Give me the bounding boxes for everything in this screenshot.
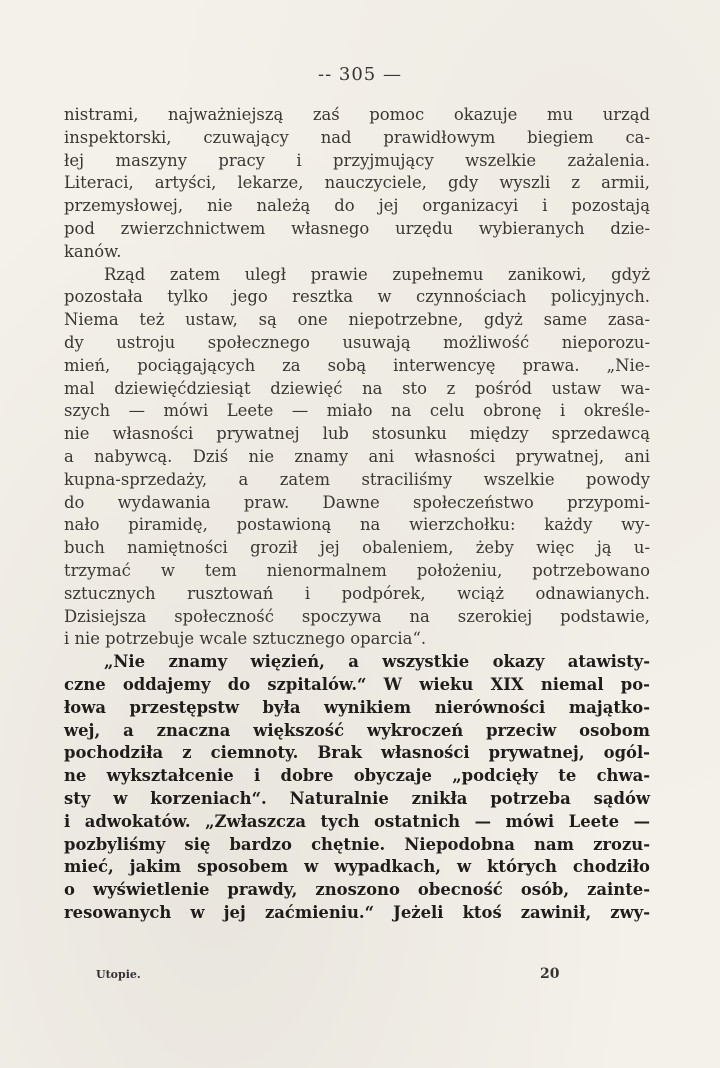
text-line: przemysłowej, nie należą do jej organizacyi i pozostają	[64, 196, 650, 216]
text-line: mal dziewięćdziesiąt dziewięć na sto z pośród ustaw wa-	[64, 378, 650, 398]
text-line: mień, pociągających za sobą interwencyę prawa. „Nie-	[64, 355, 650, 375]
text-line: resowanych w jej zaćmieniu.“ Jeżeli ktoś zawinił, zwy-	[64, 902, 650, 922]
text-line: czne oddajemy do szpitalów.“ W wieku XIX niemal po-	[64, 674, 650, 694]
text-line: trzymać w tem nienormalnem położeniu, potrzebowano	[64, 560, 650, 580]
text-line: wej, a znaczna większość wykroczeń przeciw osobom	[64, 720, 650, 740]
text-line: nistrami, najważniejszą zaś pomoc okazuje mu urząd	[64, 105, 650, 124]
text-line: nało piramidę, postawioną na wierzchołku: każdy wy-	[64, 515, 650, 535]
text-line: pochodziła z ciemnoty. Brak własności prywatnej, ogól-	[64, 743, 650, 763]
text-line: pozbyliśmy się bardzo chętnie. Niepodobna nam zrozu-	[64, 834, 650, 854]
text-line: sty w korzeniach“. Naturalnie znikła potrzeba sądów	[64, 788, 650, 808]
text-line: pozostała tylko jego resztka w czynnościach policyjnych.	[64, 287, 650, 307]
text-line: kanów.	[64, 241, 122, 261]
text-line: kupna-sprzedaży, a zatem straciliśmy wszelkie powody	[64, 469, 650, 489]
page-number: -- 305 —	[318, 64, 402, 85]
text-line: nie własności prywatnej lub stosunku między sprzedawcą	[64, 424, 650, 444]
text-line: „Nie znamy więzień, a wszystkie okazy atawisty-	[104, 652, 650, 672]
text-line: i adwokatów. „Zwłaszcza tych ostatnich — mówi Leete —	[64, 811, 650, 831]
text-line: pod zwierzchnictwem własnego urzędu wybieranych dzie-	[64, 218, 650, 238]
text-line: Literaci, artyści, lekarze, nauczyciele, gdy wyszli z armii,	[64, 173, 650, 193]
text-line: Rząd zatem uległ prawie zupełnemu zanikowi, gdyż	[104, 264, 650, 284]
text-line: mieć, jakim sposobem w wypadkach, w których chodziło	[64, 857, 650, 877]
sheet-number: 20	[540, 966, 560, 982]
text-line: dy ustroju społecznego usuwają możliwość nieporozu-	[64, 332, 650, 352]
body-text	[64, 104, 650, 925]
text-line: a nabywcą. Dziś nie znamy ani własności prywatnej, ani	[64, 446, 650, 466]
text-line: inspektorski, czuwający nad prawidłowym biegiem ca-	[64, 127, 650, 147]
text-line: o wyświetlenie prawdy, znoszono obecność osób, zainte-	[64, 880, 650, 900]
text-line: ne wykształcenie i dobre obyczaje „podcięły te chwa-	[64, 766, 650, 786]
text-line: łowa przestępstw była wynikiem nierówności majątko-	[64, 697, 650, 717]
text-line: buch namiętności groził jej obaleniem, żeby więc ją u-	[64, 538, 650, 558]
signature-mark: Utopie.	[96, 968, 141, 981]
text-line: i nie potrzebuje wcale sztucznego oparcia“.	[64, 629, 427, 649]
text-line: sztucznych rusztowań i podpórek, wciąż odnawianych.	[64, 583, 650, 603]
text-line: łej maszyny pracy i przyjmujący wszelkie zażalenia.	[64, 150, 650, 170]
text-line: do wydawania praw. Dawne społeczeństwo przypomi-	[64, 492, 650, 512]
text-line: Dzisiejsza społeczność spoczywa na szerokiej podstawie,	[64, 606, 650, 626]
text-line: Niema też ustaw, są one niepotrzebne, gdyż same zasa-	[64, 310, 650, 330]
text-line: szych — mówi Leete — miało na celu obronę i określe-	[64, 401, 650, 421]
